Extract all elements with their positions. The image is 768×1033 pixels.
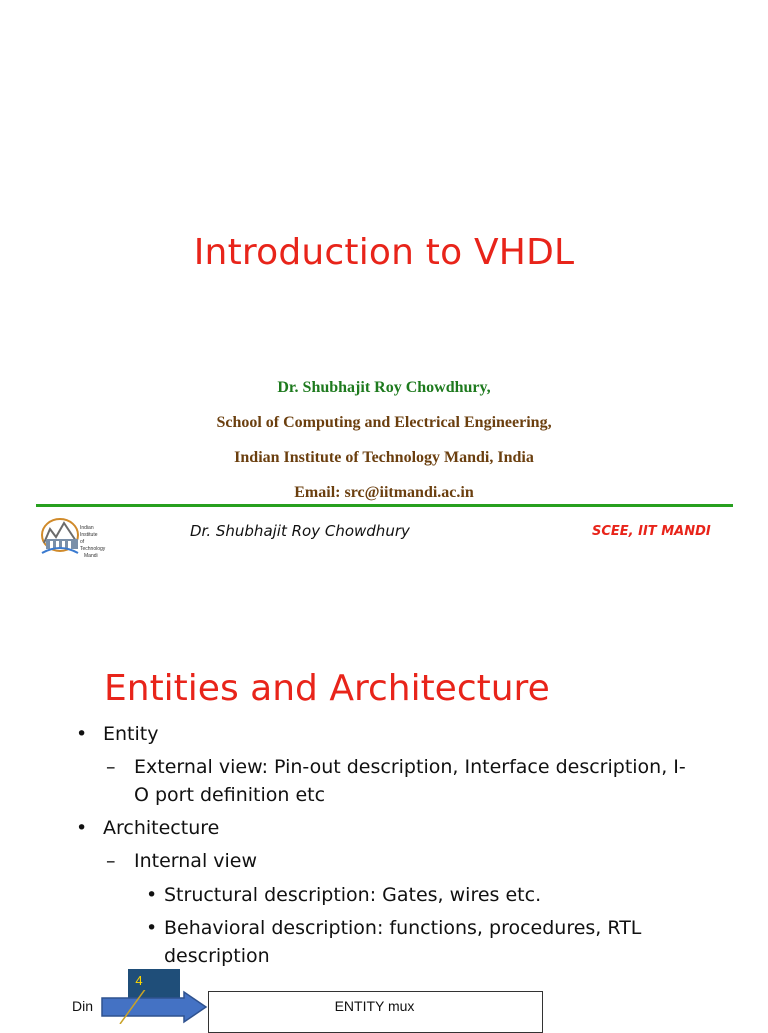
author-institute: Indian Institute of Technology Mandi, India	[234, 449, 534, 466]
svg-text:Institute: Institute	[80, 532, 98, 538]
input-label: Din	[72, 998, 94, 1014]
bullet-entity: Entity	[103, 723, 159, 745]
author-name: Dr. Shubhajit Roy Chowdhury,	[277, 379, 491, 396]
author-school: School of Computing and Electrical Engineering,	[216, 414, 552, 431]
input-arrow	[100, 990, 210, 1024]
institute-logo	[38, 513, 106, 561]
dash-marker: –	[106, 756, 116, 778]
bullet-internal-view: Internal view	[134, 850, 258, 872]
slide-title: Entities and Architecture	[104, 668, 550, 709]
entity-label: ENTITY mux	[334, 998, 415, 1014]
footer-author: Dr. Shubhajit Roy Chowdhury	[190, 522, 410, 540]
bus-width-label: 4	[135, 973, 143, 988]
bullet-external-view: External view: Pin-out description, Interface description, I-O port definition etc	[134, 756, 686, 806]
bullet-architecture: Architecture	[103, 817, 220, 839]
author-email: Email: src@iitmandi.ac.in	[294, 484, 474, 501]
slide-title: Introduction to VHDL	[193, 232, 575, 273]
footer-org: SCEE, IIT MANDI	[592, 524, 711, 539]
svg-text:Technology: Technology	[80, 546, 106, 552]
divider-rule	[36, 504, 733, 507]
dash-marker: –	[106, 850, 116, 872]
bullet-marker: •	[76, 817, 88, 839]
bullet-structural: Structural description: Gates, wires etc.	[164, 884, 542, 906]
bullet-marker: •	[76, 723, 88, 745]
svg-text:of: of	[80, 539, 85, 545]
svg-text:Indian: Indian	[80, 525, 94, 531]
svg-text:Mandi: Mandi	[84, 553, 98, 559]
bullet-marker: •	[146, 884, 158, 906]
bullet-behavioral: Behavioral description: functions, procedures, RTL description	[164, 917, 642, 967]
bullet-marker: •	[146, 917, 158, 939]
